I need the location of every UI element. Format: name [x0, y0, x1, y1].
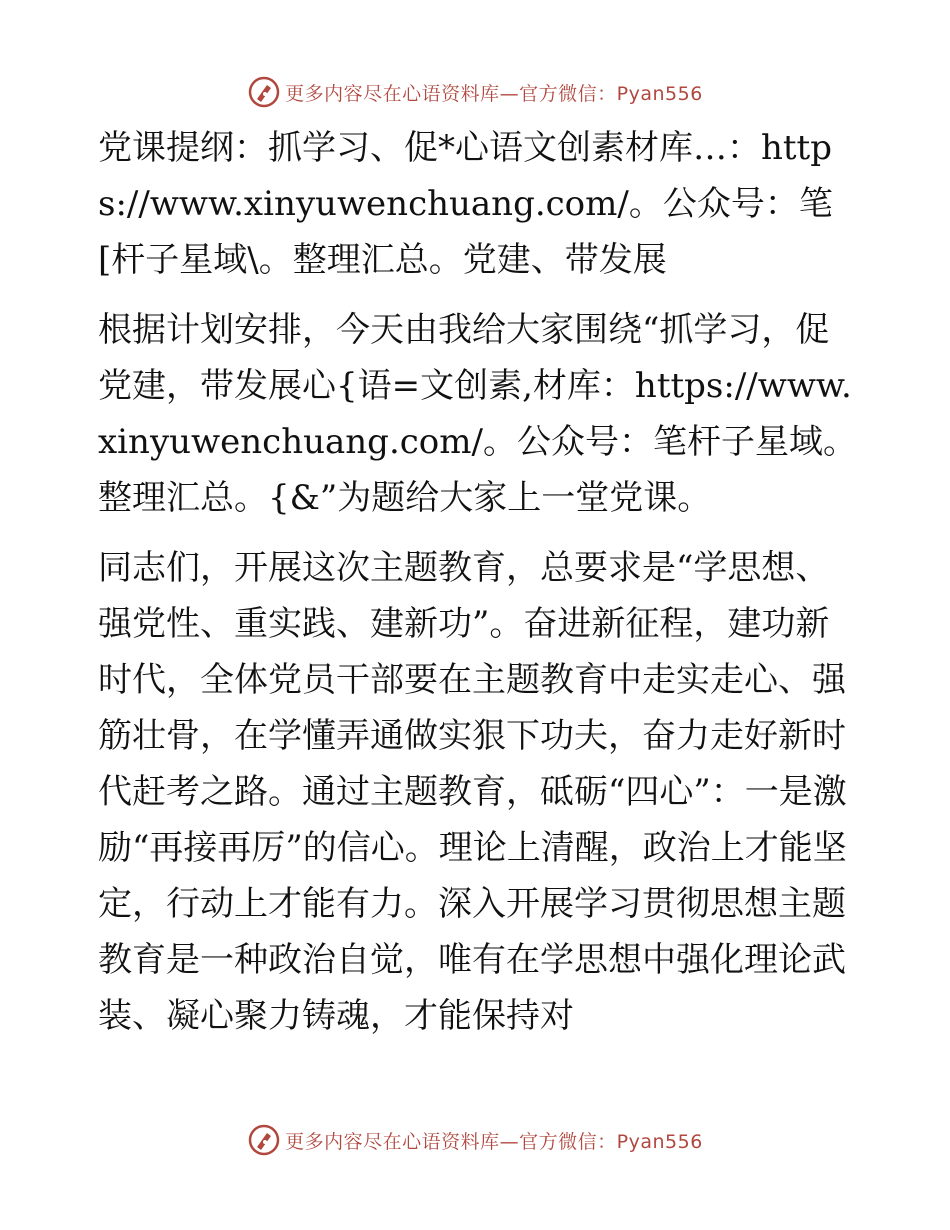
paragraph-intro: 根据计划安排，今天由我给大家围绕“抓学习，促党建，带发展心{语=文创素,材库：https://www.xinyuwenchuang.com/。公众号：笔杆子星域。整理汇总。{&”为题给大家上一堂党课。 [98, 310, 857, 518]
watermark-text: 更多内容尽在心语资料库—官方微信：Pyan556 [285, 82, 703, 105]
document-body [98, 120, 858, 1058]
header-watermark [0, 72, 950, 112]
paragraph-main: 同志们，开展这次主题教育，总要求是“学思想、强党性、重实践、建新功”。奋进新征程，建功新时代，全体党员干部要在主题教育中走实走心、强筋壮骨，在学懂弄通做实狠下功夫，奋力走好新时代赶考之路。通过主题教育，砥砺“四心”：一是激励“再接再厉”的信心。理论上清醒，政治上才能坚定，行动上才能有力。深入开展学习贯彻思想主题教育是一种政治自觉，唯有在学思想中强化理论武装、凝心聚力铸魂，才能保持对 [98, 548, 847, 1036]
watermark-text: 更多内容尽在心语资料库—官方微信：Pyan556 [285, 1130, 703, 1153]
footer-watermark [0, 1120, 950, 1160]
pen-nib-circle-icon [247, 1123, 281, 1157]
paragraph-title: 党课提纲：抓学习、促*心语文创素材库…：https://www.xinyuwenchuang.com/。公众号：笔[杆子星域\。整理汇总。党建、带发展 [98, 128, 833, 280]
pen-nib-circle-icon [247, 75, 281, 109]
